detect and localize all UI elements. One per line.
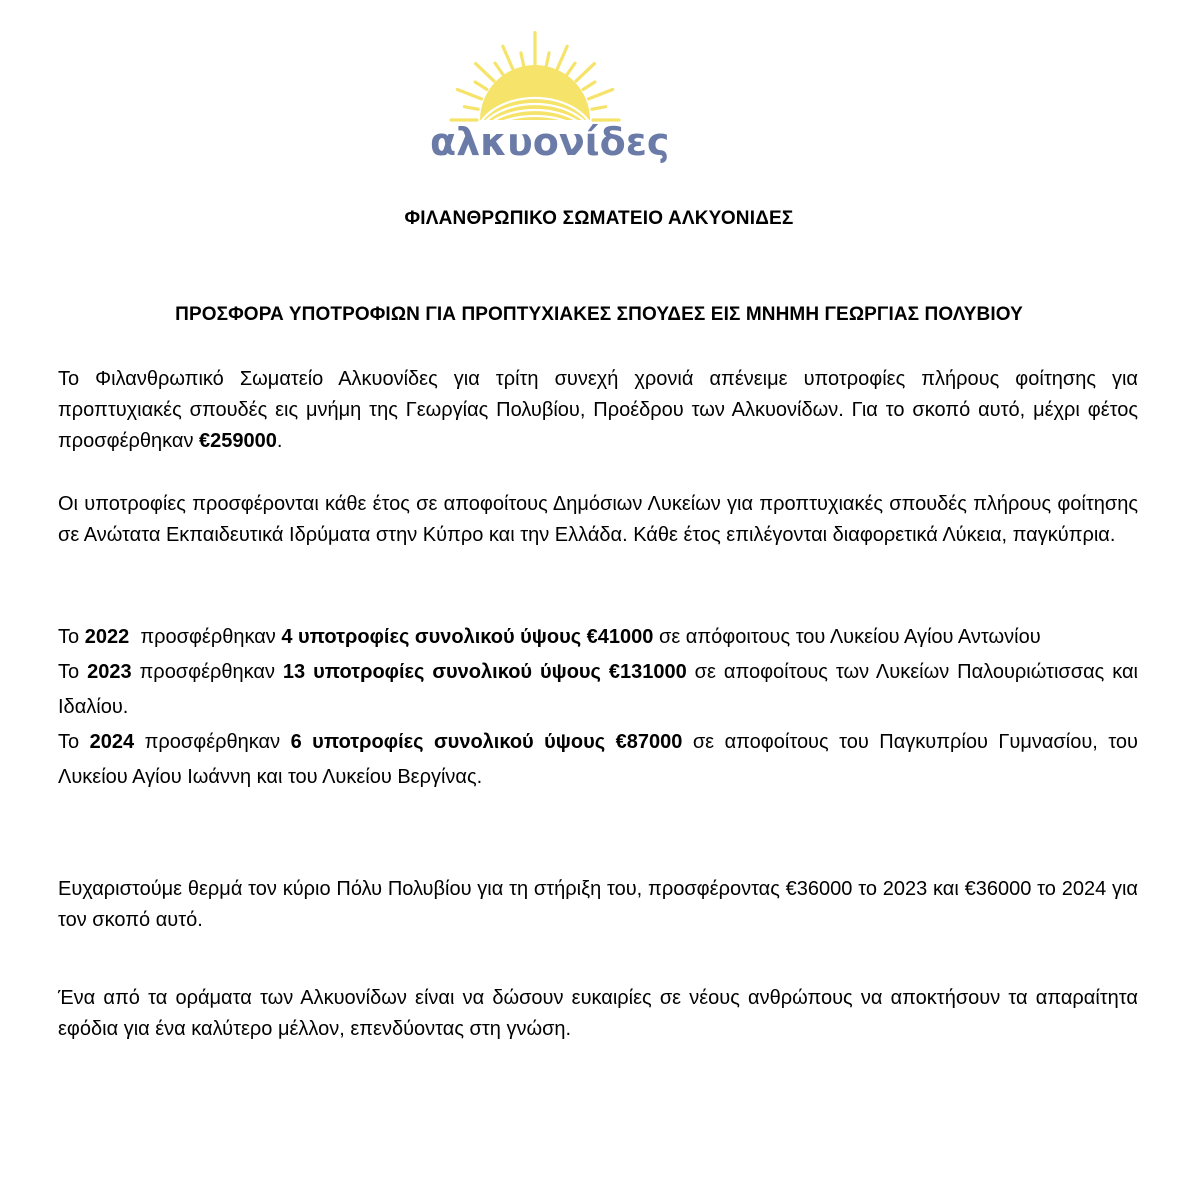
sun-ray (592, 107, 606, 110)
award-item (58, 620, 1138, 655)
award-recipients: σε αποφοίτους των Λυκείων Παλουριώτισσας και Ιδαλίου. (58, 661, 1138, 718)
thanks-paragraph: Ευχαριστούμε θερμά τον κύριο Πόλυ Πολυβίου για τη στήριξη του, προσφέροντας €36000 το 2023 και €36000 το 2024 για τον σκοπό αυτό. (58, 878, 1138, 931)
sun-ray (576, 64, 594, 81)
sun-icon (430, 28, 640, 128)
award-verb: προσφέρθηκαν (134, 731, 291, 753)
intro-end: . (276, 430, 283, 452)
award-item (58, 655, 1138, 725)
sun-ray (567, 63, 575, 74)
award-recipients: σε αποφοίτους του Παγκυπρίου Γυμνασίου, του Λυκείου Αγίου Ιωάννη και του Λυκείου Βεργίνας. (58, 731, 1138, 788)
organization-logo (430, 28, 670, 168)
organization-name: ΦΙΛΑΝΘΡΩΠΙΚΟ ΣΩΜΑΤΕΙΟ ΑΛΚΥΟΝΙΔΕΣ (404, 208, 794, 229)
sun-ray (464, 107, 478, 110)
sun-ray (476, 64, 494, 81)
award-prefix: Το (58, 661, 88, 683)
sun-ray (589, 89, 613, 98)
award-verb: προσφέρθηκαν (131, 661, 283, 683)
award-prefix: Το (58, 626, 85, 648)
document-title: ΠΡΟΣΦΟΡΑ ΥΠΟΤΡΟΦΙΩΝ ΓΙΑ ΠΡΟΠΤΥΧΙΑΚΕΣ ΣΠΟΥΔΕΣ ΕΙΣ ΜΝΗΜΗ ΓΕΩΡΓΙΑΣ ΠΟΛΥΒΙΟΥ (175, 304, 1023, 325)
award-summary: 13 υποτροφίες συνολικού ύψους €131000 (282, 661, 687, 683)
logo-wordmark: αλκυονίδες (430, 120, 670, 164)
intro-paragraph (58, 364, 1138, 457)
award-summary: 6 υποτροφίες συνολικού ύψους €87000 (290, 731, 683, 753)
eligibility-paragraph: Οι υποτροφίες προσφέρονται κάθε έτος σε αποφοίτους Δημόσιων Λυκείων για προπτυχιακές σπουδές πλήρους φοίτησης σε Ανώτατα Εκπαιδευτικά Ιδρύματα στην Κύπρο και την Ελλάδα. Κάθε έτος επιλέγονται διαφορετικά Λύκεια, παγκύπρια. (58, 493, 1138, 546)
sun-ray (495, 63, 503, 74)
award-verb: προσφέρθηκαν (129, 626, 282, 648)
award-summary: 4 υποτροφίες συνολικού ύψους €41000 (281, 626, 654, 648)
sun-ray (546, 53, 549, 66)
total-amount: €259000 (199, 430, 277, 452)
award-year: 2022 (84, 626, 130, 648)
sun-ray (521, 53, 524, 66)
intro-text: Το Φιλανθρωπικό Σωματείο Αλκυονίδες για τρίτη συνεχή χρονιά απένειμε υποτροφίες πλήρους φοίτησης για προπτυχιακές σπουδές εις μνήμη της Γεωργίας Πολυβίου, Προέδρου των Αλκυονίδων. Για το σκοπό αυτό, μέχρι φέτος προσφέρθηκαν (58, 368, 1138, 452)
award-prefix: Το (58, 731, 90, 753)
award-item (58, 725, 1138, 795)
awards-list (58, 620, 1138, 795)
sun-ray (475, 82, 487, 89)
sun-ray (503, 46, 513, 69)
vision-paragraph: Ένα από τα οράματα των Αλκυονίδων είναι να δώσουν ευκαιρίες σε νέους ανθρώπους να αποκτήσουν τα απαραίτητα εφόδια για ένα καλύτερο μέλλον, επενδύοντας στη γνώση. (58, 987, 1138, 1040)
award-year: 2023 (87, 661, 132, 683)
sun-ray (457, 89, 481, 98)
award-recipients: σε απόφοιτους του Λυκείου Αγίου Αντωνίου (653, 626, 1041, 648)
sun-ray (583, 82, 595, 89)
sun-ray (557, 46, 567, 69)
award-year: 2024 (89, 731, 135, 753)
